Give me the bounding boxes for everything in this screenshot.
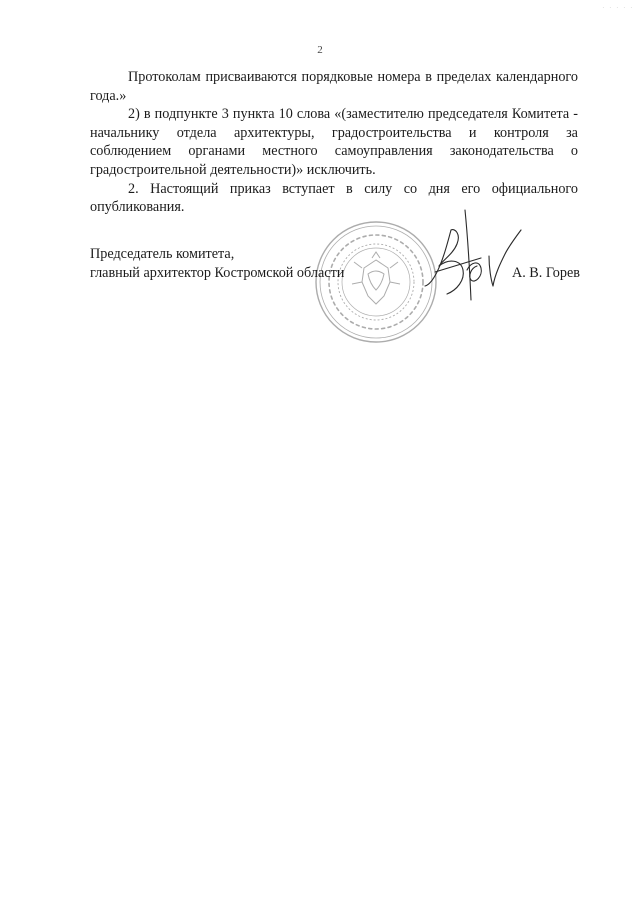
paragraph-protocol-numbering: Протоколам присваиваются порядковые номера в пределах календарного года.»	[90, 69, 578, 104]
signature-block	[90, 245, 580, 282]
signatory-name: А. В. Горев	[511, 264, 580, 281]
signatory-title-line1: Председатель комитета,	[90, 246, 235, 262]
paragraph-effective-date: 2. Настоящий приказ вступает в силу со дня его официального опубликования.	[90, 180, 578, 216]
page-number: 2	[317, 44, 323, 56]
paragraph-subpoint-amendment: 2) в подпункте 3 пункта 10 слова «(заместителю председателя Комитета - начальнику отдела архитектуры, градостроительства и контроля за соблюдением органами местного самоуправления законодательства о градостроительной деятельности)» исключить.	[90, 106, 578, 178]
signatory-title-line2: главный архитектор Костромской области	[90, 264, 345, 281]
document-body	[90, 68, 578, 217]
scan-marks: . . . . .	[602, 4, 634, 10]
